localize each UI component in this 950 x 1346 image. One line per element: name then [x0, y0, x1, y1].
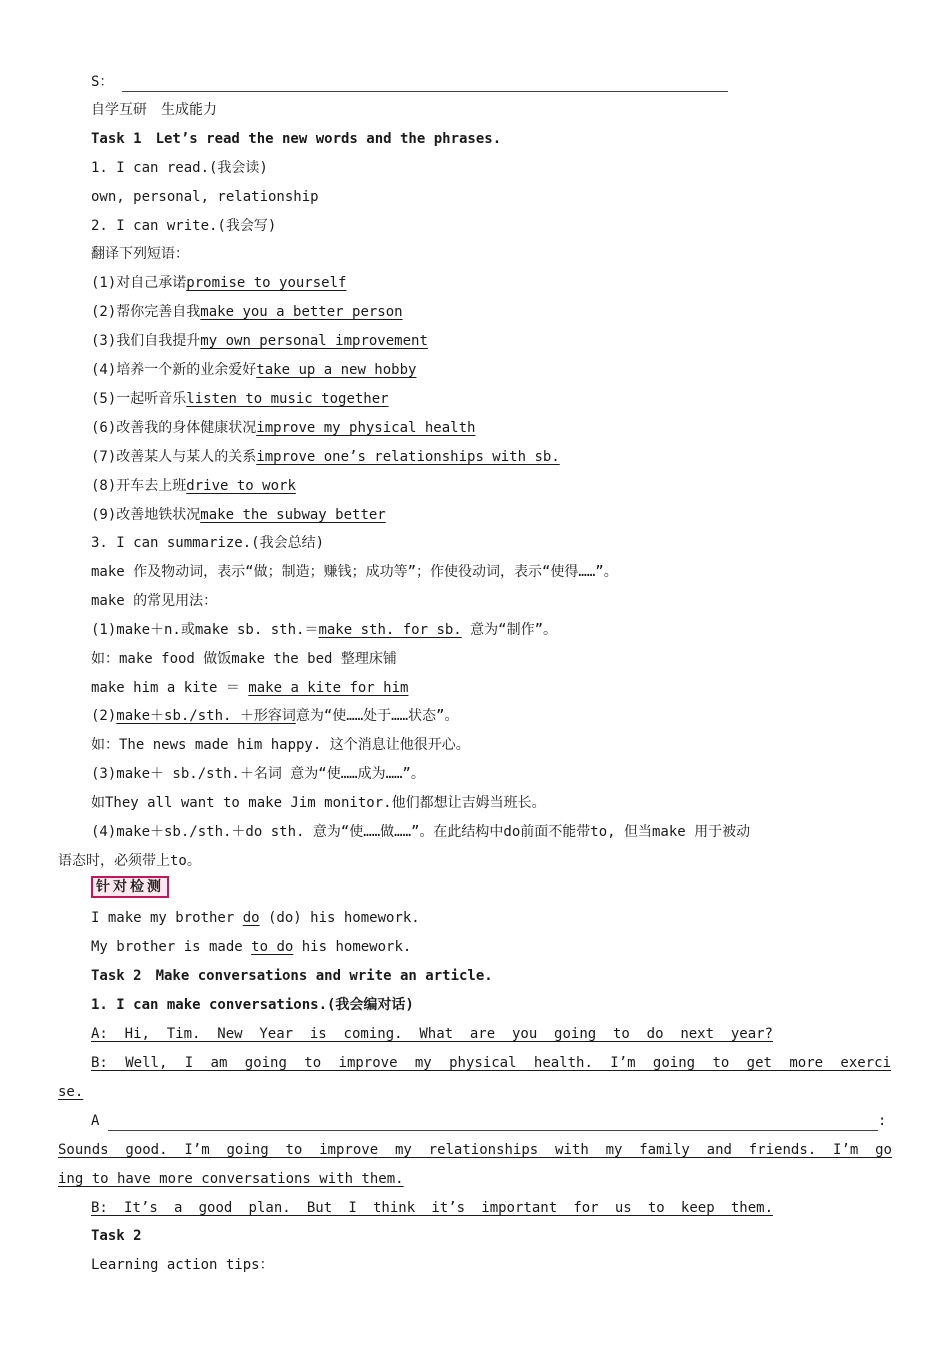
s-answer-line [91, 72, 728, 92]
phrase-answer[interactable]: drive to work [186, 478, 296, 494]
check-q1-answer[interactable]: do [242, 910, 260, 926]
check-question-2 [91, 937, 411, 957]
phrase-cn: (9)改善地铁状况 [91, 507, 201, 523]
phrase-answer[interactable]: promise to yourself [186, 275, 347, 291]
usage-2-meaning: 意为“使……处于……状态”。 [295, 708, 459, 724]
make-usage: make 的常见用法： [91, 593, 218, 609]
phrase-answer[interactable]: make you a better person [200, 304, 403, 320]
phrase-cn: (6)改善我的身体健康状况 [91, 420, 257, 436]
write-heading: 2. I can write.(我会写) [91, 218, 277, 234]
check-q2-rest: his homework. [293, 939, 412, 955]
phrase-item [91, 476, 296, 496]
usage-1-text: (1)make＋n.或make sb. sth.＝ [91, 622, 319, 638]
phrase-item [91, 505, 386, 525]
section-title: 自学互研 生成能力 [91, 102, 217, 118]
phrase-answer[interactable]: my own personal improvement [200, 333, 428, 349]
phrase-answer[interactable]: listen to music together [186, 391, 389, 407]
task2-title: Task 2 Make conversations and write an article. [91, 968, 493, 984]
phrase-item [91, 389, 389, 409]
phrase-cn: (7)改善某人与某人的关系 [91, 449, 257, 465]
usage-2 [91, 706, 458, 726]
read-words: own, personal, relationship [91, 189, 319, 205]
phrase-item [91, 331, 428, 351]
dialog-line[interactable]: B: Well, I am going to improve my physical health. I’m going to get more exerci [91, 1055, 891, 1071]
task2-label: Task 2 [91, 1228, 142, 1244]
dialog-line[interactable]: ing to have more conversations with them. [58, 1171, 404, 1187]
summarize-heading: 3. I can summarize.(我会总结) [91, 535, 325, 551]
usage-1-example: 如：make food 做饭make the bed 整理床铺 [91, 651, 397, 667]
phrase-cn: (8)开车去上班 [91, 478, 187, 494]
read-heading: 1. I can read.(我会读) [91, 160, 268, 176]
check-badge: 针对检测 [91, 876, 169, 898]
usage-1 [91, 620, 557, 640]
translate-prompt: 翻译下列短语： [91, 246, 189, 262]
check-q1-text: I make my brother [91, 910, 243, 926]
phrase-cn: (4)培养一个新的业余爱好 [91, 362, 257, 378]
phrase-item [91, 418, 475, 438]
usage-1-example-2-answer[interactable]: make a kite for him [248, 680, 409, 696]
check-q2-text: My brother is made [91, 939, 252, 955]
dialog-colon: : [877, 1113, 887, 1129]
usage-2-example: 如：The news made him happy. 这个消息让他很开心。 [91, 737, 470, 753]
usage-2-answer[interactable]: make＋sb./sth. ＋形容词 [116, 708, 296, 724]
phrase-item [91, 273, 346, 293]
dialog-blank[interactable] [108, 1116, 878, 1131]
dialog-line[interactable]: B: It’s a good plan. But I think it’s important for us to keep them. [91, 1200, 773, 1216]
phrase-answer[interactable]: take up a new hobby [256, 362, 417, 378]
s-label: S： [91, 74, 114, 90]
dialog-line[interactable]: Sounds good. I’m going to improve my relationships with my family and friends. I’m go [58, 1142, 892, 1158]
usage-4-line-2: 语态时，必须带上to。 [58, 853, 201, 869]
usage-4-line-1: (4)make＋sb./sth.＋do sth. 意为“使……做……”。在此结构中do前面不能带to, 但当make 用于被动 [91, 824, 751, 840]
s-blank[interactable] [122, 77, 728, 92]
phrase-answer[interactable]: improve one’s relationships with sb. [256, 449, 560, 465]
dialog-speaker: A [91, 1113, 100, 1129]
phrase-item [91, 360, 416, 380]
phrase-item [91, 447, 560, 467]
dialog-line-blank[interactable] [91, 1111, 891, 1131]
usage-2-number: (2) [91, 708, 117, 724]
usage-1-example-2 [91, 678, 408, 698]
phrase-cn: (5)一起听音乐 [91, 391, 187, 407]
usage-3: (3)make＋ sb./sth.＋名词 意为“使……成为……”。 [91, 766, 425, 782]
check-q2-answer[interactable]: to do [251, 939, 294, 955]
make-intro: make 作及物动词，表示“做；制造；赚钱；成功等”；作使役动词，表示“使得……”。 [91, 564, 618, 580]
conv-heading: 1. I can make conversations.(我会编对话) [91, 997, 414, 1013]
phrase-answer[interactable]: improve my physical health [256, 420, 476, 436]
dialog-line[interactable]: A: Hi, Tim. New Year is coming. What are you going to do next year? [91, 1026, 773, 1042]
usage-1-example-2-text: make him a kite ＝ [91, 680, 249, 696]
phrase-cn: (3)我们自我提升 [91, 333, 201, 349]
phrase-item [91, 302, 403, 322]
tips-label: Learning action tips： [91, 1257, 274, 1273]
check-q1-rest: (do) his homework. [259, 910, 420, 926]
dialog-line[interactable]: se. [58, 1084, 84, 1100]
check-question-1 [91, 908, 420, 928]
usage-1-answer[interactable]: make sth. for sb. [318, 622, 462, 638]
task1-title: Task 1 Let’s read the new words and the phrases. [91, 131, 502, 147]
phrase-cn: (1)对自己承诺 [91, 275, 187, 291]
phrase-cn: (2)帮你完善自我 [91, 304, 201, 320]
phrase-answer[interactable]: make the subway better [200, 507, 386, 523]
usage-1-meaning: 意为“制作”。 [461, 622, 558, 638]
usage-3-example: 如They all want to make Jim monitor.他们都想让吉姆当班长。 [91, 795, 546, 811]
